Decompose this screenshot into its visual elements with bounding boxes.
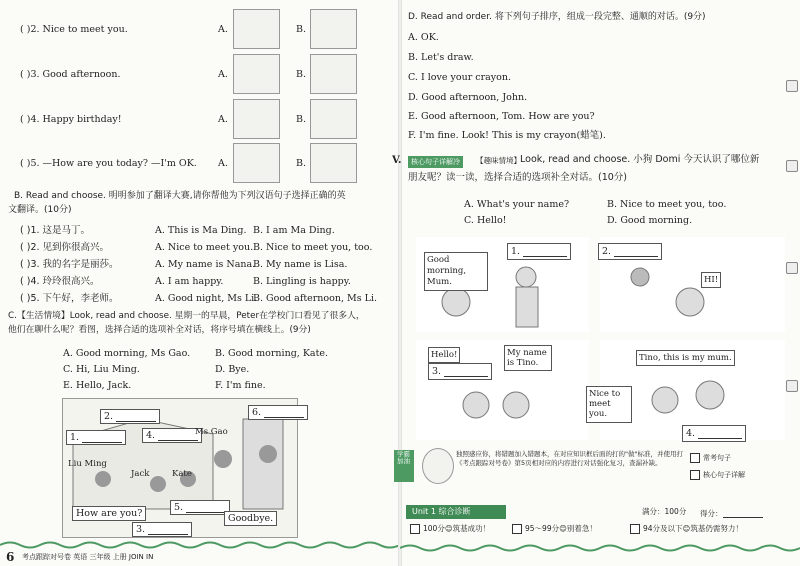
edge-tab-3 <box>786 262 798 274</box>
qa3: ( )3. Good afternoon. <box>20 69 121 80</box>
panel4-mum: Tino, this is my mum. <box>636 350 735 366</box>
unit-label: Unit 1 综合诊断 <box>412 507 471 516</box>
optC-e: E. Hello, Jack. <box>63 380 132 391</box>
panel2-answer[interactable]: 2. <box>598 243 662 260</box>
label-msgao: Ms Gao <box>195 427 228 437</box>
qb4: ( )4. 玲玲很高兴。 <box>20 276 100 287</box>
qb3: ( )3. 我的名字是丽莎。 <box>20 259 119 270</box>
qb5: ( )5. 下午好，李老师。 <box>20 293 119 304</box>
qb3-b[interactable]: B. My name is Lisa. <box>253 259 348 270</box>
picture-clock-b <box>310 54 357 94</box>
optV-d: D. Good morning. <box>607 215 693 226</box>
partD-e: E. Good afternoon, Tom. How are you? <box>408 111 595 122</box>
optV-b: B. Nice to meet you, too. <box>607 199 727 210</box>
qb2-a[interactable]: A. Nice to meet you. <box>155 242 254 253</box>
section-V-num: V. <box>392 155 402 166</box>
check-1[interactable]: 常考句子 <box>690 453 731 463</box>
page-number: 6 <box>6 550 15 564</box>
label-kate: Kate <box>172 469 192 479</box>
footer-wave <box>0 540 400 550</box>
partC-title-1: C.【生活情境】Look, read and choose. 星期一的早晨，Peter在学校门口看见了很多人， <box>8 311 365 321</box>
panel4-answer[interactable]: 4. <box>682 425 746 442</box>
qa5-b[interactable]: B. <box>296 158 307 169</box>
picture-classroom-a <box>233 143 280 183</box>
partD-f: F. I'm fine. Look! This is my crayon(蜡笔). <box>408 130 606 141</box>
panel2-hi: HI! <box>701 272 721 288</box>
optC-c: C. Hi, Liu Ming. <box>63 364 140 375</box>
partD-a: A. OK. <box>408 32 439 43</box>
partB-title-1: B. Read and choose. 明明参加了翻译大赛,请你帮他为下列汉语句子选择正确的英 <box>14 191 346 201</box>
qb4-b[interactable]: B. Lingling is happy. <box>253 276 351 287</box>
partD-title: D. Read and order. 将下列句子排序，组成一段完整、通顺的对话。(9分) <box>408 12 706 22</box>
scene-bubble-1[interactable]: 1. <box>66 430 126 445</box>
picture-greeting-a <box>233 54 280 94</box>
qa4-b[interactable]: B. <box>296 114 307 125</box>
qa4-a[interactable]: A. <box>218 114 228 125</box>
optV-c: C. Hello! <box>464 215 507 226</box>
picture-cake-b <box>310 99 357 139</box>
qa3-a[interactable]: A. <box>218 69 228 80</box>
partD-c: C. I love your crayon. <box>408 72 512 83</box>
section-V-tag: 核心句子详解冷 <box>408 156 463 168</box>
qa5: ( )5. —How are you today? —I'm OK. <box>20 158 197 169</box>
sidebar-tag: 学霸加油 <box>394 450 414 482</box>
check-2[interactable]: 核心句子详解 <box>690 470 745 480</box>
right-page <box>392 0 800 566</box>
tip-text: 独照感应你，将错题加入错题本，在对应知识框后面的打的"做"标准，并使用打《考点跟踪对号卷》第5页相对应的内容进行对话强化复习，查漏补缺。 <box>456 450 683 468</box>
scene-bubble-2[interactable]: 2. <box>100 409 160 424</box>
qb5-a[interactable]: A. Good night, Ms Li. <box>155 293 258 304</box>
optC-b: B. Good morning, Kate. <box>215 348 329 359</box>
scene-bubble-6[interactable]: 6. <box>248 405 308 420</box>
qb3-a[interactable]: A. My name is Nana. <box>155 259 256 270</box>
optC-f: F. I'm fine. <box>215 380 266 391</box>
panel4-nice: Nice to meet you. <box>586 386 632 423</box>
optC-d: D. Bye. <box>215 364 250 375</box>
qa2: ( )2. Nice to meet you. <box>20 24 128 35</box>
scene-bubble-goodbye: Goodbye. <box>224 511 277 526</box>
panel3-answer[interactable]: 3. <box>428 363 492 380</box>
qb5-b[interactable]: B. Good afternoon, Ms Li. <box>253 293 378 304</box>
scene-bubble-4[interactable]: 4. <box>142 428 202 443</box>
qa2-b[interactable]: B. <box>296 24 307 35</box>
partC-title-2: 他们在聊什么呢？看图，选择合适的选项补全对话，将序号填在横线上。(9分) <box>8 325 311 335</box>
picture-walking-b <box>310 143 357 183</box>
edge-tab-2 <box>786 160 798 172</box>
partD-b: B. Let's draw. <box>408 52 474 63</box>
partB-title-2: 文翻译。(10分) <box>8 205 72 215</box>
partD-d: D. Good afternoon, John. <box>408 92 528 103</box>
qa3-b[interactable]: B. <box>296 69 307 80</box>
qb2-b[interactable]: B. Nice to meet you, too. <box>253 242 373 253</box>
student-avatar <box>422 448 454 484</box>
rating-95[interactable]: 95～99分😊别着急！ <box>512 524 597 534</box>
footer-wave-right <box>400 543 800 553</box>
panel1-bubble: Good morning, Mum. <box>424 252 488 291</box>
qa2-a[interactable]: A. <box>218 24 228 35</box>
qb2: ( )2. 见到你很高兴。 <box>20 242 110 253</box>
section-V-tag2: 【趣味情境】 <box>476 156 521 165</box>
qa4: ( )4. Happy birthday! <box>20 114 122 125</box>
scene-bubble-5[interactable]: 5. <box>170 500 230 515</box>
qb1-b[interactable]: B. I am Ma Ding. <box>253 225 335 236</box>
edge-tab-1 <box>786 80 798 92</box>
qb1: ( )1. 这是马丁。 <box>20 225 91 236</box>
section-V-title-1: Look, read and choose. 小狗 Domi 今天认识了哪位新 <box>520 154 760 165</box>
score-got: 得分： <box>700 507 763 518</box>
qa5-a[interactable]: A. <box>218 158 228 169</box>
panel1-answer[interactable]: 1. <box>507 243 571 260</box>
score-full: 满分：100分 <box>642 507 687 516</box>
picture-handshake-a <box>233 9 280 49</box>
panel3-name: My name is Tino. <box>504 345 552 371</box>
edge-tab-4 <box>786 380 798 392</box>
rating-100[interactable]: 100分😊筑基成功！ <box>410 524 490 534</box>
optC-a: A. Good morning, Ms Gao. <box>63 348 191 359</box>
picture-handshake-b <box>310 9 357 49</box>
footer-text: 考点跟踪对号卷 英语 三年级 上册 JOIN IN <box>22 553 154 561</box>
qb4-a[interactable]: A. I am happy. <box>155 276 224 287</box>
scene-bubble-3[interactable]: 3. <box>132 522 192 537</box>
section-V-title-2: 朋友呢？读一读，选择合适的选项补全对话。(10分) <box>408 172 628 183</box>
label-liuming: Liu Ming <box>68 459 107 469</box>
label-jack: Jack <box>131 469 150 479</box>
scene-bubble-howareyou: How are you? <box>72 506 146 521</box>
panel3-hello: Hello! <box>428 347 460 363</box>
picture-party-a <box>233 99 280 139</box>
rating-94[interactable]: 94分及以下😊筑基仍需努力！ <box>630 524 743 534</box>
optV-a: A. What's your name? <box>464 199 570 210</box>
qb1-a[interactable]: A. This is Ma Ding. <box>155 225 247 236</box>
